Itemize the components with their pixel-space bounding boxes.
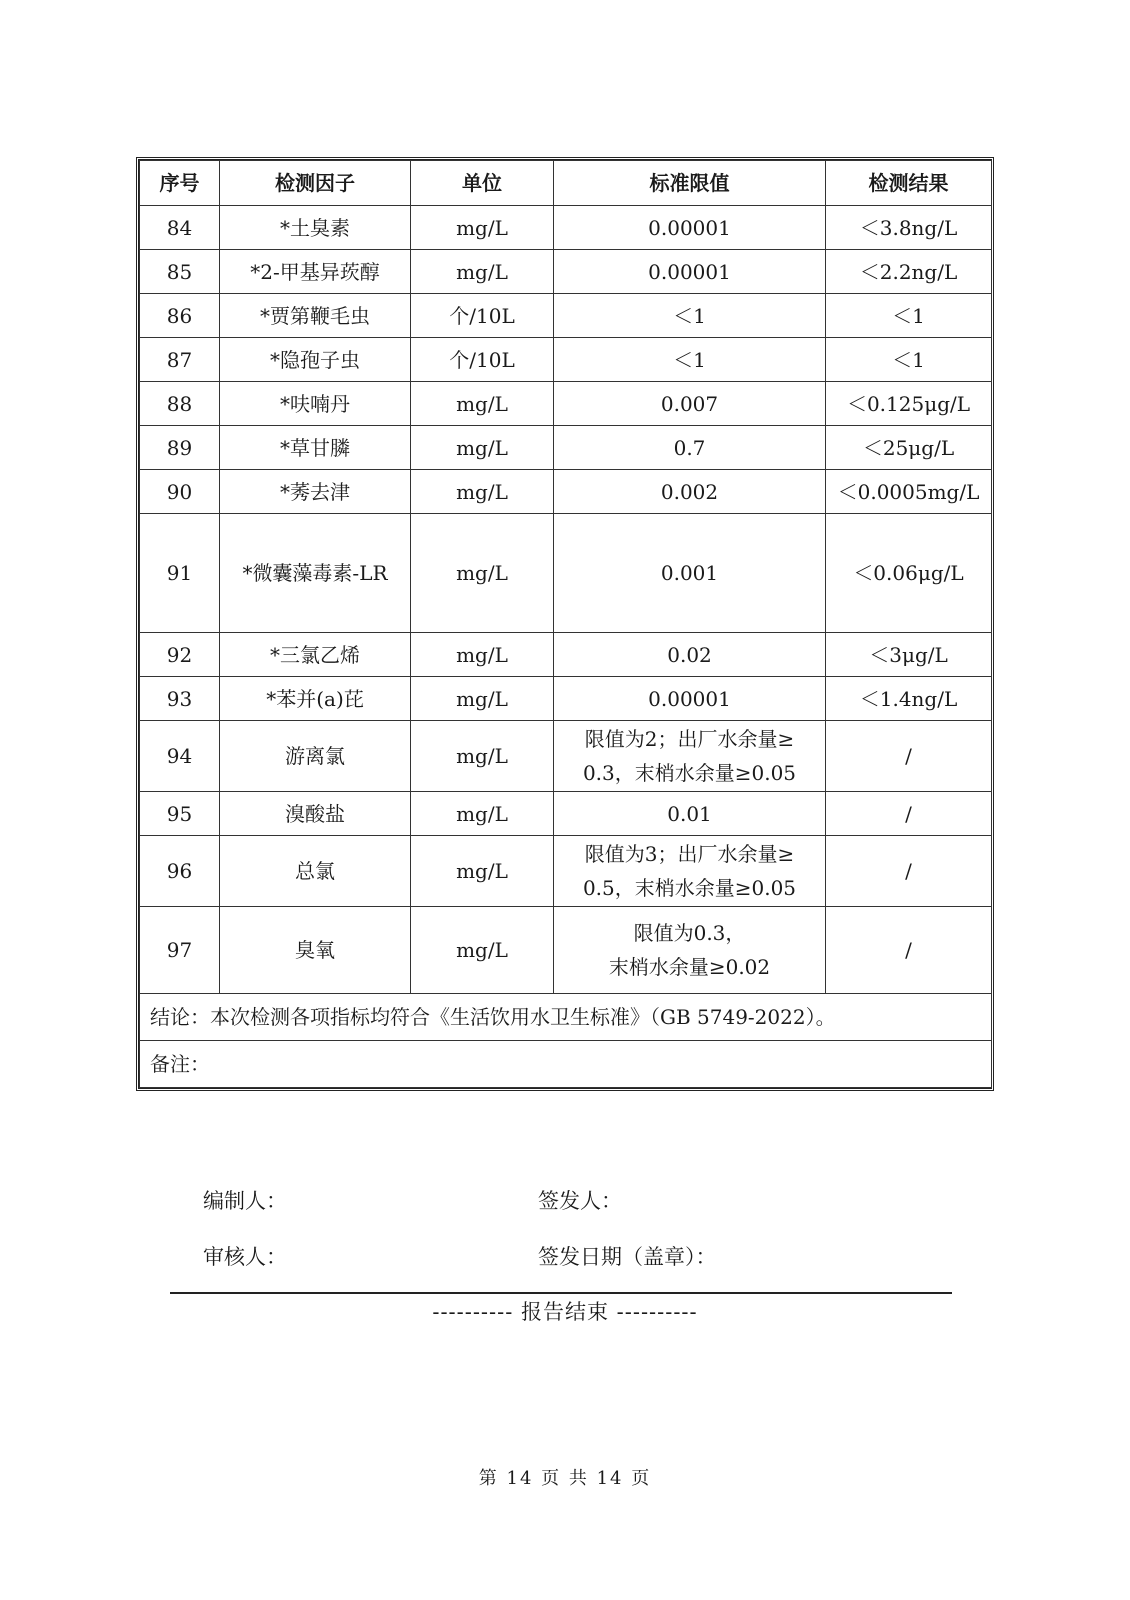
results-table xyxy=(139,160,992,1088)
cell-result: ＜0.125μg/L xyxy=(826,382,992,426)
cell-unit: mg/L xyxy=(411,792,554,836)
cell-factor: *2-甲基异莰醇 xyxy=(220,250,411,294)
cell-unit: mg/L xyxy=(411,426,554,470)
cell-no: 95 xyxy=(140,792,220,836)
header-result: 检测结果 xyxy=(826,161,992,206)
cell-no: 85 xyxy=(140,250,220,294)
table-header-row xyxy=(140,161,992,206)
cell-no: 86 xyxy=(140,294,220,338)
table-row xyxy=(140,792,992,836)
cell-unit: 个/10L xyxy=(411,294,554,338)
cell-factor: 游离氯 xyxy=(220,721,411,792)
cell-factor: *莠去津 xyxy=(220,470,411,514)
cell-no: 91 xyxy=(140,514,220,633)
limit-line: ＜1 xyxy=(673,347,706,372)
cell-factor: *苯并(a)芘 xyxy=(220,677,411,721)
limit-line: 0.3，末梢水余量≥0.05 xyxy=(582,761,797,785)
table-row xyxy=(140,907,992,994)
page-footer: 第 14 页 共 14 页 xyxy=(478,1468,652,1489)
limit-line: 0.5，末梢水余量≥0.05 xyxy=(582,876,797,900)
table-row xyxy=(140,836,992,907)
cell-result: / xyxy=(826,836,992,907)
table-row xyxy=(140,294,992,338)
table-row xyxy=(140,382,992,426)
cell-limit xyxy=(554,633,826,677)
cell-unit: mg/L xyxy=(411,677,554,721)
limit-line: 0.007 xyxy=(660,391,719,416)
table-row xyxy=(140,633,992,677)
header-limit: 标准限值 xyxy=(554,161,826,206)
cell-unit: mg/L xyxy=(411,721,554,792)
cell-factor: *三氯乙烯 xyxy=(220,633,411,677)
cell-limit xyxy=(554,514,826,633)
cell-factor: *呋喃丹 xyxy=(220,382,411,426)
cell-unit: 个/10L xyxy=(411,338,554,382)
cell-factor: *贾第鞭毛虫 xyxy=(220,294,411,338)
cell-result: ＜1 xyxy=(826,294,992,338)
limit-line: 限值为3；出厂水余量≥ xyxy=(584,842,795,866)
limit-line: 0.02 xyxy=(667,642,712,667)
conclusion-text: 结论：本次检测各项指标均符合《生活饮用水卫生标准》（GB 5749-2022）。 xyxy=(140,994,992,1041)
issue-date-label: 签发日期（盖章）： xyxy=(538,1245,717,1269)
cell-result: ＜3μg/L xyxy=(826,633,992,677)
cell-unit: mg/L xyxy=(411,470,554,514)
remark-text: 备注： xyxy=(140,1041,992,1088)
cell-result: ＜1.4ng/L xyxy=(826,677,992,721)
cell-factor: 臭氧 xyxy=(220,907,411,994)
cell-result: ＜3.8ng/L xyxy=(826,206,992,250)
table-row xyxy=(140,677,992,721)
cell-no: 97 xyxy=(140,907,220,994)
cell-factor: *草甘膦 xyxy=(220,426,411,470)
cell-result: / xyxy=(826,792,992,836)
cell-unit: mg/L xyxy=(411,836,554,907)
reviewer-label: 审核人： xyxy=(203,1245,287,1269)
cell-no: 84 xyxy=(140,206,220,250)
cell-limit xyxy=(554,426,826,470)
end-divider xyxy=(170,1292,952,1294)
cell-no: 92 xyxy=(140,633,220,677)
cell-no: 93 xyxy=(140,677,220,721)
compiler-label: 编制人： xyxy=(203,1189,287,1213)
remark-row xyxy=(140,1041,992,1088)
limit-line: 0.00001 xyxy=(648,215,731,240)
header-no: 序号 xyxy=(140,161,220,206)
cell-unit: mg/L xyxy=(411,633,554,677)
cell-result: / xyxy=(826,907,992,994)
table-row xyxy=(140,206,992,250)
cell-factor: *隐孢子虫 xyxy=(220,338,411,382)
table-row xyxy=(140,514,992,633)
table-row xyxy=(140,470,992,514)
cell-limit xyxy=(554,382,826,426)
limit-line: 0.7 xyxy=(673,435,706,460)
limit-line: 0.002 xyxy=(660,479,719,504)
cell-no: 89 xyxy=(140,426,220,470)
cell-unit: mg/L xyxy=(411,514,554,633)
issuer-label: 签发人： xyxy=(538,1189,622,1213)
cell-result: ＜0.0005mg/L xyxy=(826,470,992,514)
table-row xyxy=(140,426,992,470)
header-unit: 单位 xyxy=(411,161,554,206)
cell-limit xyxy=(554,677,826,721)
limit-line: 0.00001 xyxy=(648,686,731,711)
table-row xyxy=(140,721,992,792)
report-end-mark: ---------- 报告结束 ---------- xyxy=(432,1300,698,1324)
cell-no: 87 xyxy=(140,338,220,382)
table-body xyxy=(140,206,992,1088)
header-factor: 检测因子 xyxy=(220,161,411,206)
cell-no: 94 xyxy=(140,721,220,792)
cell-limit xyxy=(554,907,826,994)
limit-line: 0.00001 xyxy=(648,259,731,284)
cell-limit xyxy=(554,470,826,514)
table-row xyxy=(140,250,992,294)
cell-limit xyxy=(554,836,826,907)
cell-no: 96 xyxy=(140,836,220,907)
cell-unit: mg/L xyxy=(411,907,554,994)
cell-limit xyxy=(554,792,826,836)
cell-unit: mg/L xyxy=(411,382,554,426)
cell-no: 88 xyxy=(140,382,220,426)
cell-factor: *土臭素 xyxy=(220,206,411,250)
cell-unit: mg/L xyxy=(411,206,554,250)
cell-result: ＜0.06μg/L xyxy=(826,514,992,633)
limit-line: 末梢水余量≥0.02 xyxy=(608,955,771,979)
results-table-frame xyxy=(136,157,994,1091)
limit-line: 限值为2；出厂水余量≥ xyxy=(584,727,795,751)
cell-result: ＜25μg/L xyxy=(826,426,992,470)
limit-line: 限值为0.3， xyxy=(633,921,746,945)
conclusion-row xyxy=(140,994,992,1041)
cell-result: / xyxy=(826,721,992,792)
cell-unit: mg/L xyxy=(411,250,554,294)
cell-result: ＜1 xyxy=(826,338,992,382)
cell-limit xyxy=(554,206,826,250)
cell-factor: 总氯 xyxy=(220,836,411,907)
limit-line: ＜1 xyxy=(673,303,706,328)
cell-limit xyxy=(554,338,826,382)
cell-limit xyxy=(554,294,826,338)
cell-factor: *微囊藻毒素-LR xyxy=(220,514,411,633)
cell-result: ＜2.2ng/L xyxy=(826,250,992,294)
limit-line: 0.01 xyxy=(667,801,712,826)
cell-no: 90 xyxy=(140,470,220,514)
limit-line: 0.001 xyxy=(660,561,719,585)
cell-factor: 溴酸盐 xyxy=(220,792,411,836)
cell-limit xyxy=(554,250,826,294)
cell-limit xyxy=(554,721,826,792)
table-row xyxy=(140,338,992,382)
